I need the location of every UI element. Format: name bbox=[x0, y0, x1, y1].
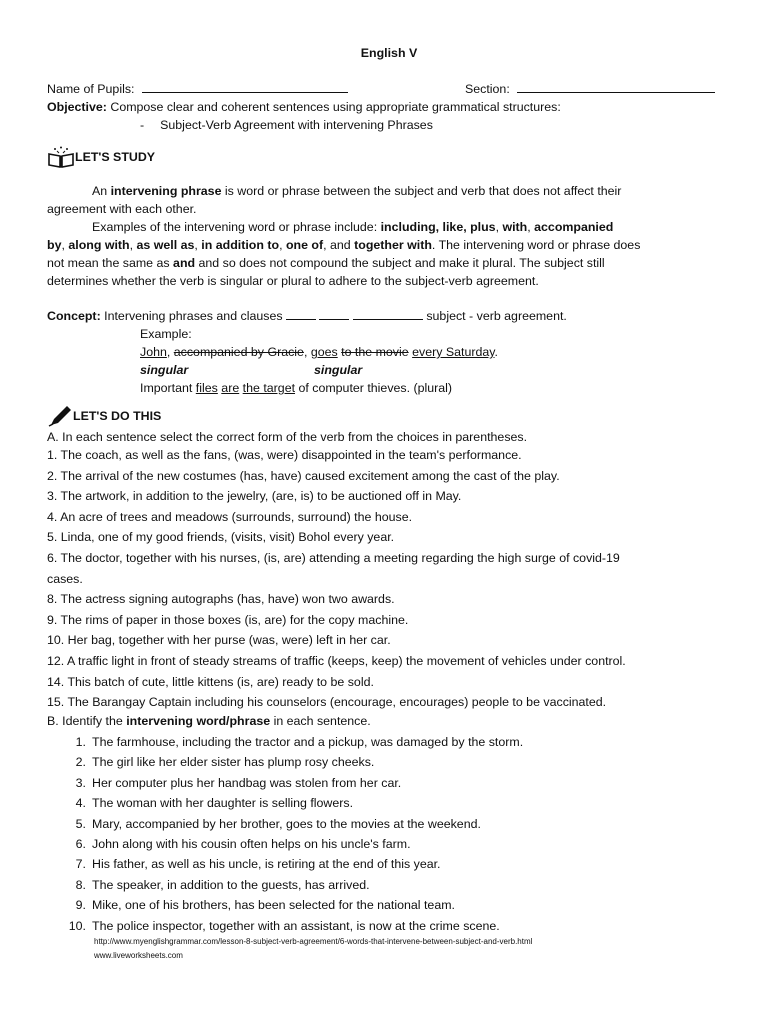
study-bold: and bbox=[173, 256, 196, 270]
part-a-item: 1. The coach, as well as the fans, (was, were) disappointed in the team's performance. bbox=[47, 448, 522, 462]
part-b-item-number: 7. bbox=[75, 857, 86, 872]
part-a-item: 8. The actress signing autographs (has, have) won two awards. bbox=[47, 592, 395, 607]
study-bold: along with bbox=[68, 238, 130, 252]
example-label: Example: bbox=[140, 327, 192, 341]
concept-line bbox=[47, 307, 567, 325]
part-a-item: 2. The arrival of the new costumes (has, have) caused excitement among the cast of the play. bbox=[47, 468, 560, 483]
part-b-item bbox=[47, 753, 374, 771]
part-b-item-text: The girl like her elder sister has plump rosy cheeks. bbox=[92, 755, 375, 770]
part-b-item bbox=[47, 774, 401, 792]
name-field-row bbox=[47, 80, 348, 98]
part-b-item-text: His father, as well as his uncle, is retiring at the end of this year. bbox=[92, 857, 441, 872]
part-b-item bbox=[47, 733, 523, 751]
concept-blank-3[interactable] bbox=[353, 307, 423, 320]
part-a-item: 6. The doctor, together with his nurses, (is, are) attending a meeting regarding the high surge of covid-19 bbox=[47, 551, 620, 565]
study-para-5: determines whether the verb is singular or plural to adhere to the subject-verb agreement. bbox=[47, 274, 539, 288]
concept-blank-1[interactable] bbox=[286, 307, 316, 320]
example-subject: John bbox=[140, 345, 167, 359]
study-text: not mean the same as bbox=[47, 256, 174, 270]
part-b-item bbox=[47, 794, 353, 812]
part-b-item bbox=[47, 896, 455, 914]
example-verb: goes bbox=[310, 345, 338, 359]
study-bold: accompanied bbox=[534, 220, 614, 234]
part-a-item: 3. The artwork, in addition to the jewelry, (are, is) to be auctioned off in May. bbox=[47, 489, 462, 504]
example-subject: files bbox=[195, 381, 218, 395]
footer-url-1[interactable]: http://www.myenglishgrammar.com/lesson-8-subject-verb-agreement/6-words-that-intervene-between-subject-and-verb.html bbox=[94, 937, 533, 946]
part-b-item-text: The police inspector, together with an assistant, is now at the crime scene. bbox=[92, 918, 500, 933]
study-text: , bbox=[194, 238, 202, 252]
study-text: An bbox=[92, 184, 111, 198]
bullet-dash: - bbox=[140, 118, 145, 132]
section-label: Section: bbox=[465, 82, 510, 96]
pen-icon bbox=[47, 405, 73, 427]
study-text: and so does not compound the subject and make it plural. The subject still bbox=[195, 256, 605, 270]
example-2 bbox=[47, 379, 452, 397]
part-a-item: cases. bbox=[47, 571, 83, 586]
part-a-item: 15. The Barangay Captain including his counselors (encourage, encourages) people to be vaccinated. bbox=[47, 695, 607, 710]
example-object: the target bbox=[242, 381, 296, 395]
study-text: , bbox=[279, 238, 286, 252]
do-this-heading-text: LET'S DO THIS bbox=[73, 409, 162, 423]
do-this-heading bbox=[47, 405, 161, 427]
study-heading bbox=[47, 146, 155, 168]
objective-bullet bbox=[140, 116, 433, 134]
study-text: Examples of the intervening word or phrase include: bbox=[92, 220, 381, 234]
example-singular-1: singular bbox=[140, 363, 189, 377]
study-para-3 bbox=[47, 236, 640, 254]
study-text: , and bbox=[323, 238, 355, 252]
part-a-item: 10. Her bag, together with her purse (was, were) left in her car. bbox=[47, 633, 391, 648]
study-bold: by bbox=[47, 238, 62, 252]
objective-text: Compose clear and coherent sentences using appropriate grammatical structures: bbox=[106, 100, 561, 114]
part-b-item-text: Her computer plus her handbag was stolen from her car. bbox=[92, 775, 402, 790]
part-b-item bbox=[47, 815, 481, 833]
page-title: English V bbox=[360, 46, 418, 60]
study-bold: in addition to bbox=[201, 238, 280, 252]
example-text: . bbox=[494, 345, 498, 359]
part-b-item-text: John along with his cousin often helps on his uncle's farm. bbox=[92, 837, 411, 851]
name-blank[interactable] bbox=[142, 80, 348, 93]
objective-line bbox=[47, 98, 561, 116]
example-intervening: accompanied by Gracie bbox=[173, 345, 304, 359]
study-heading-text: LET'S STUDY bbox=[75, 150, 156, 164]
concept-label: Concept: bbox=[47, 309, 101, 323]
concept-text: subject - verb agreement. bbox=[422, 309, 567, 323]
study-para-1 bbox=[47, 182, 621, 200]
part-b-item-number: 2. bbox=[75, 755, 86, 770]
study-text: , bbox=[495, 220, 503, 234]
example-verb: are bbox=[221, 381, 240, 395]
part-b-text: in each sentence. bbox=[270, 714, 371, 728]
part-b-bold: intervening word/phrase bbox=[126, 714, 271, 728]
study-text: is word or phrase between the subject and verb that does not affect their bbox=[221, 184, 622, 198]
example-time: every Saturday bbox=[412, 345, 495, 359]
part-a-instructions: A. In each sentence select the correct form of the verb from the choices in parentheses. bbox=[47, 430, 528, 444]
study-para-4 bbox=[47, 254, 605, 272]
part-b-item-number: 4. bbox=[75, 796, 86, 811]
part-b-item-number: 3. bbox=[75, 775, 86, 790]
study-text: , bbox=[61, 238, 69, 252]
study-bold: together with bbox=[354, 238, 432, 252]
part-b-item-number: 5. bbox=[75, 816, 86, 831]
example-strike: to the movie bbox=[341, 345, 409, 359]
term-intervening-phrase: intervening phrase bbox=[110, 184, 222, 198]
part-b-item bbox=[47, 835, 411, 853]
part-b-instructions bbox=[47, 712, 371, 730]
part-b-item-text: Mike, one of his brothers, has been selected for the national team. bbox=[92, 898, 455, 913]
part-b-item-number: 6. bbox=[75, 837, 86, 851]
section-field-row bbox=[465, 80, 715, 98]
name-label: Name of Pupils: bbox=[47, 82, 135, 96]
study-para-2 bbox=[47, 218, 613, 236]
study-para-1b: agreement with each other. bbox=[47, 202, 197, 216]
part-a-item: 9. The rims of paper in those boxes (is, are) for the copy machine. bbox=[47, 612, 409, 627]
part-b-item-number: 1. bbox=[75, 735, 86, 749]
part-a-item: 14. This batch of cute, little kittens (is, are) ready to be sold. bbox=[47, 674, 374, 689]
concept-text: Intervening phrases and clauses bbox=[100, 309, 286, 323]
part-a-item: 5. Linda, one of my good friends, (visits, visit) Bohol every year. bbox=[47, 530, 395, 545]
study-bold: as well as bbox=[136, 238, 195, 252]
example-text: of computer thieves. (plural) bbox=[295, 381, 453, 395]
study-text: , bbox=[527, 220, 535, 234]
objective-label: Objective: bbox=[47, 100, 107, 114]
study-text: , bbox=[129, 238, 137, 252]
part-a-item: 12. A traffic light in front of steady streams of traffic (keeps, keep) the movement of vehicles under control. bbox=[47, 654, 626, 668]
example-1 bbox=[47, 343, 498, 361]
part-b-item-number: 10. bbox=[68, 918, 86, 933]
study-bold: with bbox=[502, 220, 528, 234]
example-text: Important bbox=[140, 381, 196, 395]
part-b-item-text: The speaker, in addition to the guests, has arrived. bbox=[92, 877, 370, 892]
part-b-item-number: 9. bbox=[75, 898, 86, 913]
book-icon bbox=[47, 146, 75, 168]
study-text: . The intervening word or phrase does bbox=[431, 238, 641, 252]
section-blank[interactable] bbox=[517, 80, 715, 93]
example-text: , bbox=[303, 345, 311, 359]
example-singular-2: singular bbox=[314, 363, 363, 377]
study-bold: including, like, plus bbox=[380, 220, 496, 234]
concept-blank-2[interactable] bbox=[319, 307, 349, 320]
objective-bullet-text: Subject-Verb Agreement with intervening Phrases bbox=[160, 118, 433, 132]
example-text: , bbox=[166, 345, 174, 359]
part-b-item-text: The farmhouse, including the tractor and a pickup, was damaged by the storm. bbox=[92, 735, 524, 749]
footer-url-2[interactable]: www.liveworksheets.com bbox=[94, 951, 183, 960]
part-b-item bbox=[47, 876, 370, 894]
study-bold: one of bbox=[285, 238, 324, 252]
part-b-item-number: 8. bbox=[75, 877, 86, 892]
part-b-item-text: Mary, accompanied by her brother, goes to the movies at the weekend. bbox=[92, 816, 481, 831]
part-b-item bbox=[47, 855, 441, 873]
part-a-item: 4. An acre of trees and meadows (surrounds, surround) the house. bbox=[47, 509, 413, 524]
part-b-item-text: The woman with her daughter is selling flowers. bbox=[92, 796, 354, 811]
part-b-item bbox=[47, 917, 500, 935]
part-b-text: B. Identify the bbox=[47, 714, 127, 728]
